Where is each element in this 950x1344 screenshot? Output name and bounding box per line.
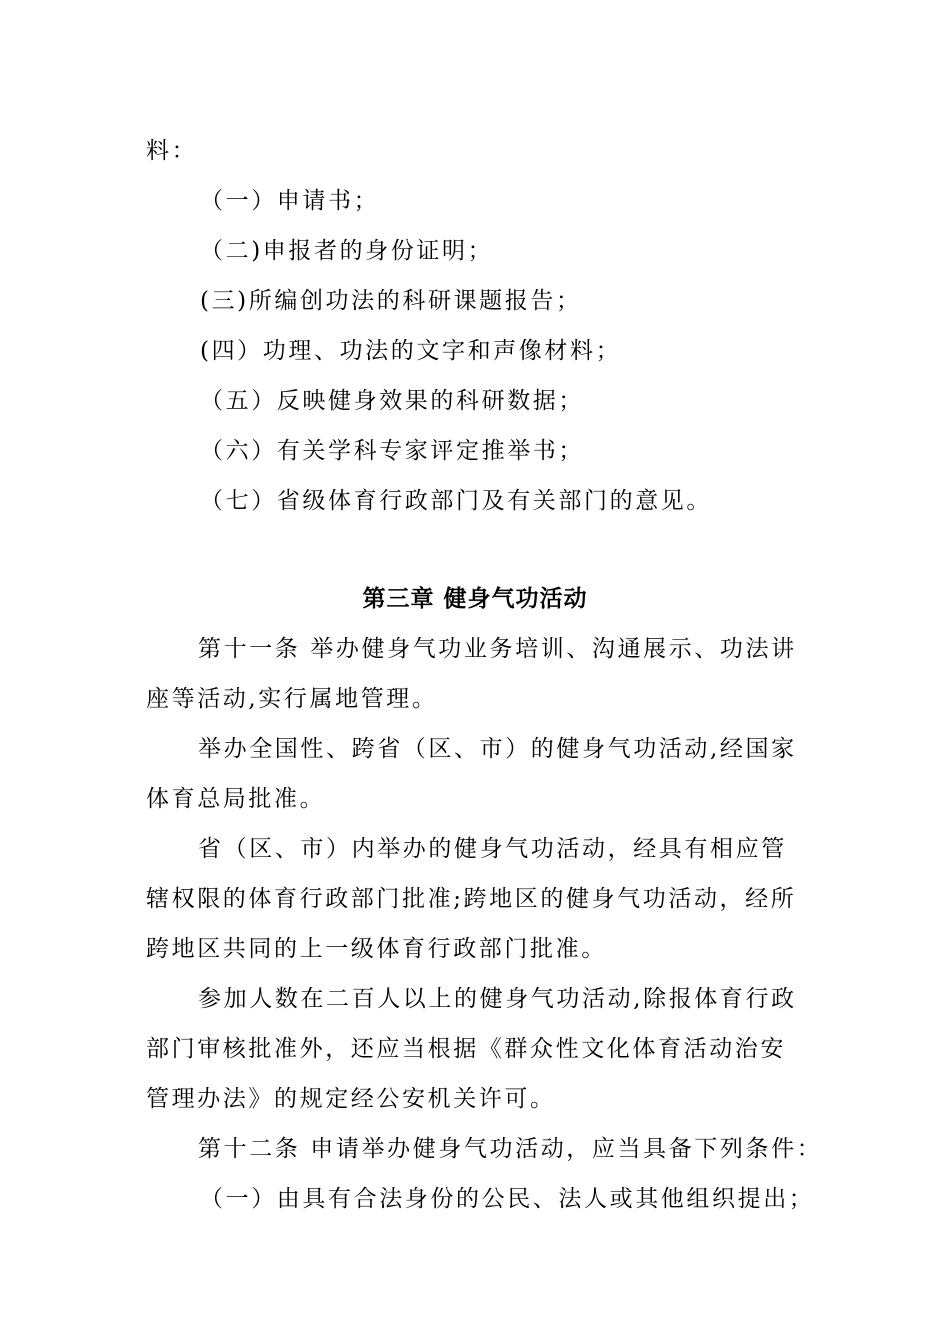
material-item-5: （五）反映健身效果的科研数据； <box>200 388 584 414</box>
article-11-p4-line1: 参加人数在二百人以上的健身气功活动,除报体育行政 <box>198 986 797 1012</box>
article-11-p1-line2: 座等活动,实行属地管理。 <box>146 686 438 712</box>
article-12-p1-line1: 第十二条 申请举办健身气功活动，应当具备下列条件： <box>198 1136 823 1162</box>
material-item-2: （二)申报者的身份证明； <box>200 238 494 264</box>
chapter-heading: 第三章 健身气功活动 <box>362 586 588 612</box>
article-11-p4-line2: 部门审核批准外，还应当根据《群众性文化体育活动治安 <box>146 1036 786 1062</box>
article-11-p3-line1: 省（区、市）内举办的健身气功活动，经具有相应管 <box>198 836 787 862</box>
article-11-p4-line3: 管理办法》的规定经公安机关许可。 <box>146 1086 556 1112</box>
material-item-4: (四）功理、功法的文字和声像材料； <box>200 338 622 364</box>
material-item-3: (三)所编创功法的科研课题报告； <box>200 288 582 314</box>
article-11-p1-line1: 第十一条 举办健身气功业务培训、沟通展示、功法讲 <box>198 636 797 662</box>
material-item-6: （六）有关学科专家评定推举书； <box>200 438 584 464</box>
continuation-text: 料： <box>146 138 198 164</box>
material-item-7: （七）省级体育行政部门及有关部门的意见。 <box>200 488 712 514</box>
article-11-p2-line1: 举办全国性、跨省（区、市）的健身气功活动,经国家 <box>198 736 797 762</box>
article-11-p2-line2: 体育总局批准。 <box>146 786 326 812</box>
article-12-item-1: （一）由具有合法身份的公民、法人或其他组织提出； <box>200 1186 815 1212</box>
material-item-1: （一）申请书； <box>200 188 380 214</box>
article-11-p3-line2: 辖权限的体育行政部门批准;跨地区的健身气功活动，经所 <box>146 886 797 912</box>
article-11-p3-line3: 跨地区共同的上一级体育行政部门批准。 <box>146 936 607 962</box>
